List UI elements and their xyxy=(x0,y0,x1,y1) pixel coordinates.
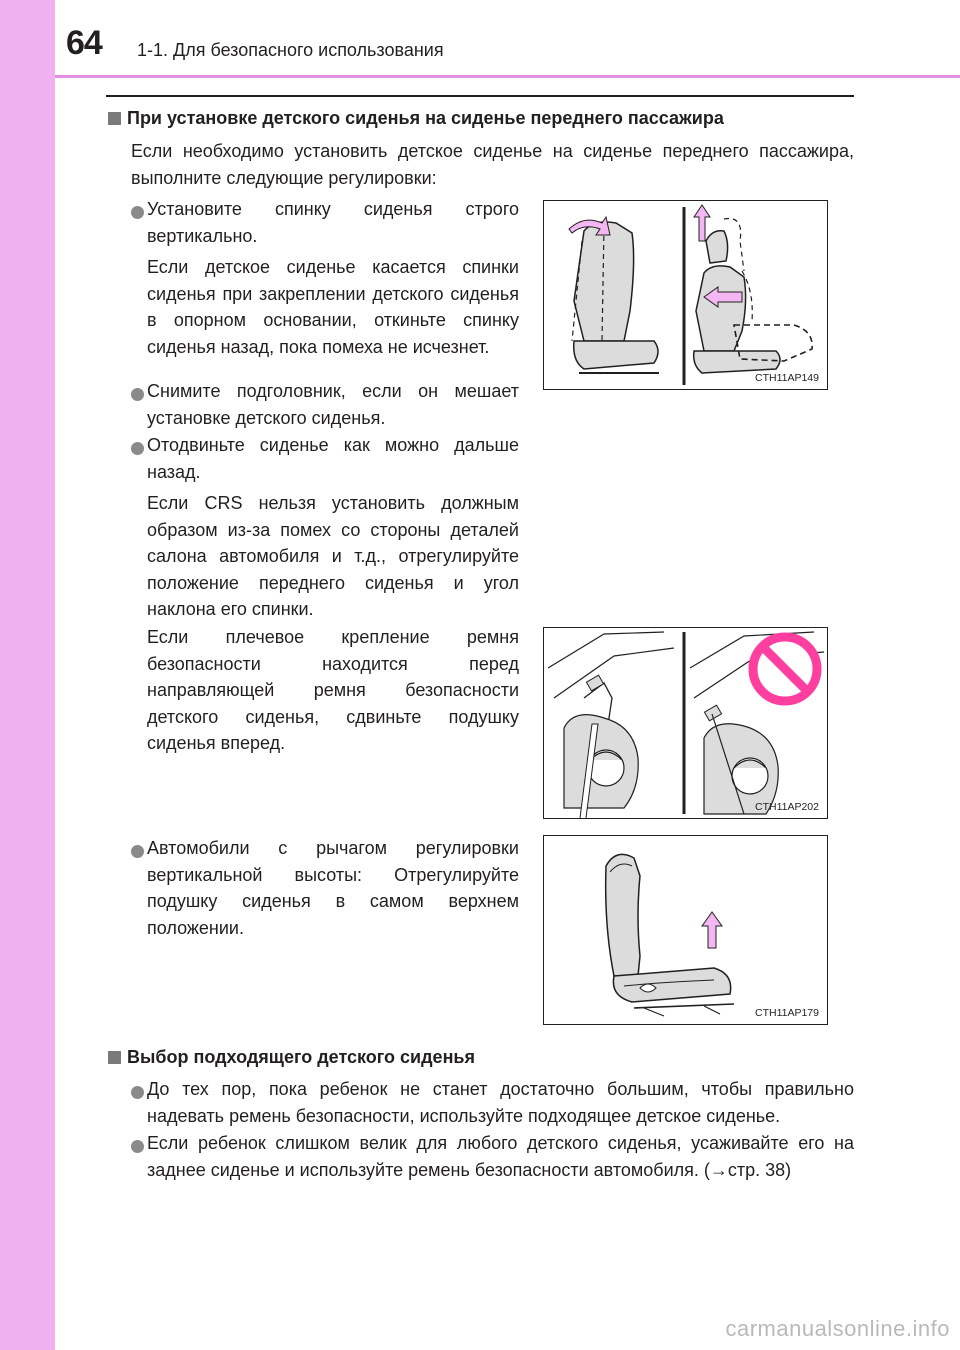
height-adjust-illustration xyxy=(544,836,827,1024)
figure-code: CTH11AP179 xyxy=(754,1007,819,1019)
choose-bullet-2: Если ребенок слишком велик для любого детского сиденья, усаживайте его на заднее сиденье и используйте ремень безопасности автомобиля. (→стр. 38) xyxy=(147,1133,854,1180)
front-seat-heading-text: При установке детского сиденья на сиденье переднего пассажира xyxy=(127,108,724,128)
bullet-move-back-text: Отодвиньте сиденье как можно дальше назад. xyxy=(147,435,519,482)
bullet-icon xyxy=(131,442,144,455)
height-lever-text: Автомобили с рычагом регулировки вертикальной высоты: Отрегулируйте подушку сиденья в самом верхнем положении. xyxy=(147,838,519,938)
figure-code: CTH11AP149 xyxy=(754,372,819,384)
bullet-icon xyxy=(131,1140,144,1153)
bullet-move-back-note: Если CRS нельзя установить должным образом из-за помех со стороны деталей салона автомобиля и т.д., отрегулируйте положение переднего сиденья и угол наклона его спинки. xyxy=(147,493,519,619)
choose-seat-heading xyxy=(108,1047,475,1068)
front-seat-heading xyxy=(108,108,724,129)
seat-adjustment-figure xyxy=(543,200,828,390)
page-number: 64 xyxy=(66,24,102,62)
seat-adjustment-illustration xyxy=(544,201,827,389)
bullet-seatback-note: Если детское сиденье касается спинки сиденья при закреплении детского сиденья в опорном основании, откиньте спинку сиденья назад, пока помеха не исчезнет. xyxy=(147,257,519,357)
bullet-icon xyxy=(131,1086,144,1099)
square-marker-icon xyxy=(108,1051,121,1064)
choose-bullet-1: До тех пор, пока ребенок не станет достаточно большим, чтобы правильно надевать ремень безопасности, используйте подходящее детское сиденье. xyxy=(147,1079,854,1126)
prohibition-icon xyxy=(753,637,817,701)
figure-code: CTH11AP202 xyxy=(754,801,819,813)
section-title: 1-1. Для безопасного использования xyxy=(137,40,444,60)
height-adjust-figure xyxy=(543,835,828,1025)
bullet-icon xyxy=(131,845,144,858)
square-marker-icon xyxy=(108,112,121,125)
bullet-seatback-text: Установите спинку сиденья строго вертикально. xyxy=(147,199,519,246)
shoulder-belt-figure xyxy=(543,627,828,819)
bullet-icon xyxy=(131,388,144,401)
shoulder-belt-illustration xyxy=(544,628,827,818)
header-divider xyxy=(55,75,960,78)
bullet-headrest-text: Снимите подголовник, если он мешает установке детского сиденья. xyxy=(147,381,519,428)
front-seat-intro: Если необходимо установить детское сиденье на сиденье переднего пассажира, выполните следующие регулировки: xyxy=(131,141,854,188)
section-rule xyxy=(106,95,854,97)
choose-seat-heading-text: Выбор подходящего детского сиденья xyxy=(127,1047,476,1067)
bullet-icon xyxy=(131,206,144,219)
side-color-band xyxy=(0,0,55,1350)
footer-watermark: carmanualsonline.info xyxy=(725,1316,950,1341)
shoulder-belt-note: Если плечевое крепление ремня безопасности находится перед направляющей ремня безопасности детского сиденья, сдвиньте подушку сиденья вперед. xyxy=(147,627,519,753)
